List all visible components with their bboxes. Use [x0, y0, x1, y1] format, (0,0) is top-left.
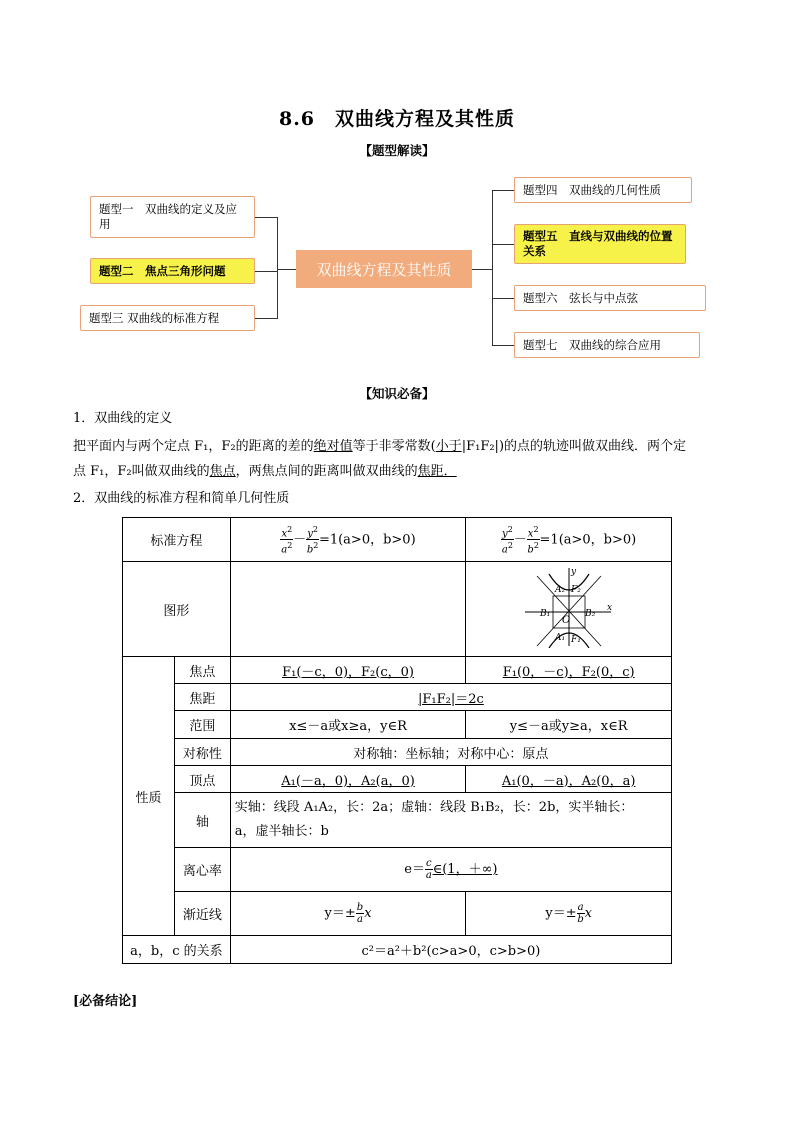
row-label-focus: 焦点: [174, 657, 230, 684]
mindmap-center: 双曲线方程及其性质: [296, 250, 472, 288]
svg-text:B₁: B₁: [539, 609, 550, 619]
mindmap-left-item-3: 题型三 双曲线的标准方程: [80, 305, 255, 331]
mindmap-right-item-5: 题型五 直线与双曲线的位置关系: [514, 224, 686, 264]
row-label-symmetry: 对称性: [174, 739, 230, 766]
vertex-value-2: A₁(0，－a)，A₂(0，a): [466, 766, 672, 793]
focus-value-2: F₁(0，－c)，F₂(0，c): [466, 657, 672, 684]
conclusion-header: [必备结论]: [73, 994, 138, 1009]
focal-value: |F₁F₂|＝2c: [230, 684, 671, 711]
asymptote-value-1: y＝± $\frac{b}{a}$ x: [230, 892, 466, 936]
abc-value: c²＝a²＋b²(c>a>0，c>b>0): [230, 936, 671, 964]
figure-cell-1: [230, 562, 466, 657]
svg-text:F₂: F₂: [570, 585, 581, 595]
svg-text:A₂: A₂: [554, 585, 565, 595]
mindmap-left-item-1: 题型一 双曲线的定义及应用: [90, 196, 255, 238]
svg-text:A₁: A₁: [554, 633, 565, 643]
group-label-properties: 性质: [123, 657, 175, 936]
row-label-range: 范围: [174, 711, 230, 739]
range-value-1: x≤－a或x≥a，y∈R: [230, 711, 466, 739]
range-value-2: y≤－a或y≥a，x∈R: [466, 711, 672, 739]
mindmap-right-item-4: 题型四 双曲线的几何性质: [514, 177, 692, 203]
svg-text:x: x: [606, 603, 612, 613]
row-label-abc: a，b，c 的关系: [123, 936, 231, 964]
svg-text:F₁: F₁: [570, 635, 581, 645]
standard-eq-2: $\frac{y^2}{a^2}$ － $\frac{x^2}{b^2}$ =1(a>0，b>0): [466, 518, 672, 562]
figure-cell-2: [466, 562, 672, 657]
row-label-standard: 标准方程: [123, 518, 231, 562]
svg-text:y: y: [570, 567, 576, 577]
section-header-knowledge: 【知识必备】: [359, 386, 435, 401]
definition-heading: 1．双曲线的定义: [73, 411, 173, 426]
page-title: 8.6 双曲线方程及其性质: [278, 108, 516, 130]
row-label-vertex: 顶点: [174, 766, 230, 793]
svg-text:O: O: [561, 615, 570, 626]
row-label-figure: 图形: [123, 562, 231, 657]
symmetry-value: 对称轴：坐标轴；对称中心：原点: [230, 739, 671, 766]
focus-value-1: F₁(－c，0)，F₂(c，0): [230, 657, 466, 684]
standard-heading: 2．双曲线的标准方程和简单几何性质: [73, 491, 290, 506]
section-header-types: 【题型解读】: [359, 143, 435, 158]
row-label-eccentricity: 离心率: [174, 848, 230, 892]
mindmap-right-item-7: 题型七 双曲线的综合应用: [514, 332, 700, 358]
hyperbola-figure: [523, 566, 615, 648]
mindmap-right-item-6: 题型六 弦长与中点弦: [514, 285, 706, 311]
row-label-axis: 轴: [174, 793, 230, 848]
mindmap-left-item-2: 题型二 焦点三角形问题: [90, 258, 255, 284]
row-label-focal: 焦距: [174, 684, 230, 711]
axis-value: 实轴：线段 A₁A₂，长：2a；虚轴：线段 B₁B₂，长：2b，实半轴长： a，虚半轴长：b: [230, 793, 671, 848]
standard-eq-1: $\frac{x^2}{a^2}$ － $\frac{y^2}{b^2}$ =1(a>0，b>0): [230, 518, 466, 562]
asymptote-value-2: y＝± $\frac{a}{b}$ x: [466, 892, 672, 936]
properties-table: [122, 517, 672, 964]
definition-text: 把平面内与两个定点 F₁，F₂的距离的差的绝对值等于非零常数(小于|F₁F₂|)的点的轨迹叫做双曲线．两个定 点 F₁，F₂叫做双曲线的焦点，两焦点间的距离叫做双曲线的焦距．: [73, 439, 687, 479]
eccentricity-value: e＝ $\frac{c}{a}$ ∈(1，＋∞): [230, 848, 671, 892]
row-label-asymptote: 渐近线: [174, 892, 230, 936]
svg-text:B₂: B₂: [584, 609, 595, 619]
vertex-value-1: A₁(－a，0)，A₂(a，0): [230, 766, 466, 793]
